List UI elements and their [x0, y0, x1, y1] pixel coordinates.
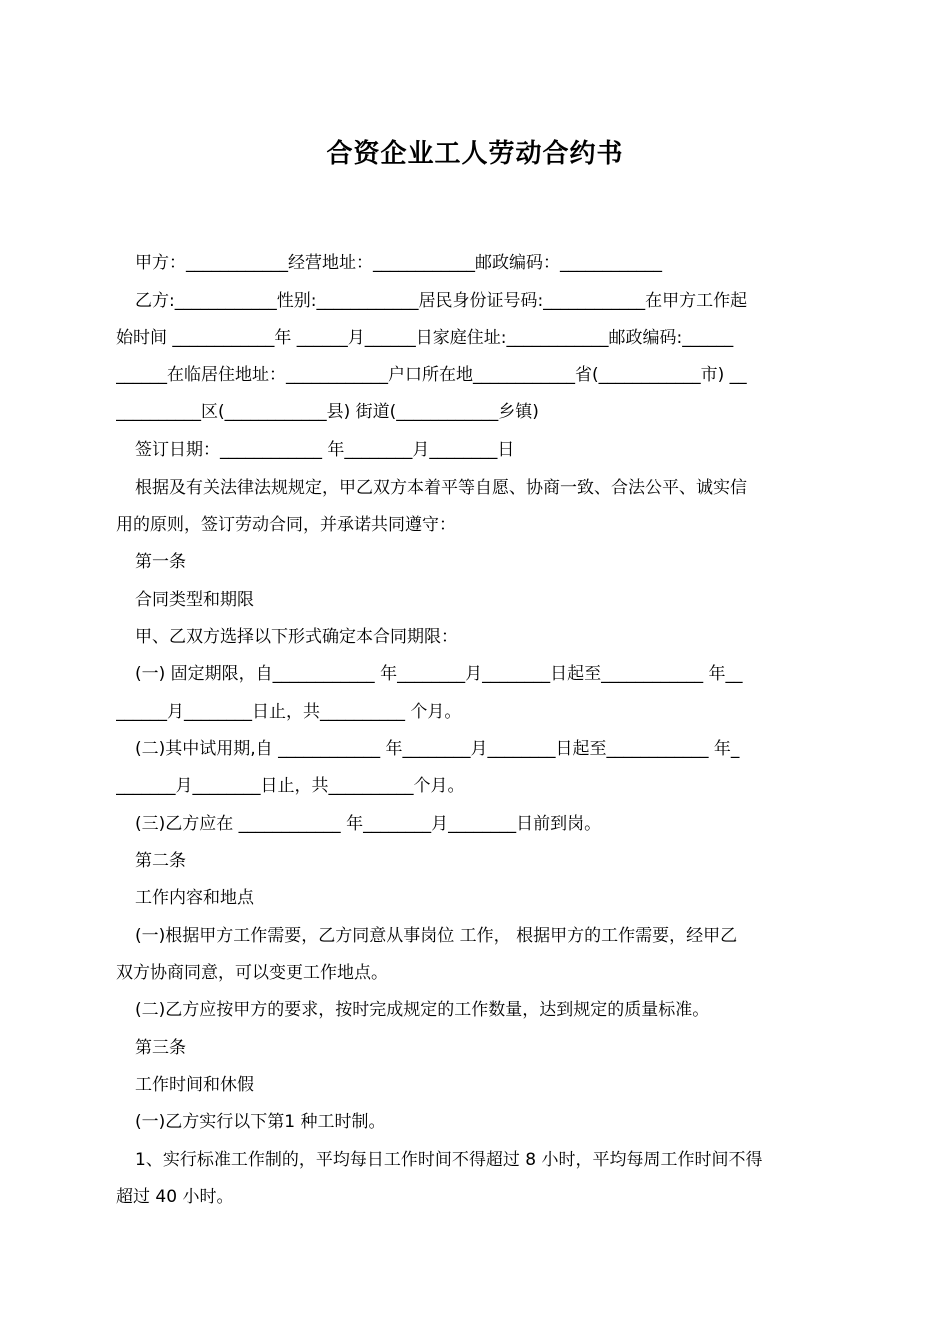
preamble-paragraph-cont: 用的原则，签订劳动合同，并承诺共同遵守：	[116, 515, 456, 535]
clause-standard-hours-cont: 超过 40 小时。	[116, 1187, 234, 1207]
party-b-line-cont-1: 始时间 ____________年 ______月______日家庭住址:____________邮政编码:______	[116, 328, 734, 348]
clause-job-position: (一)根据甲方工作需要，乙方同意从事岗位 工作， 根据甲方的工作需要，经甲乙	[135, 926, 738, 946]
clause-report-date: (三)乙方应在 ____________ 年________月________日前到岗。	[135, 814, 602, 834]
clause-probation-cont: _______月________日止，共__________个月。	[116, 776, 465, 796]
preamble-paragraph: 根据及有关法律法规规定，甲乙双方本着平等自愿、协商一致、合法公平、诚实信	[135, 478, 747, 498]
clause-fixed-term: (一) 固定期限，自____________ 年________月________日起至____________ 年__	[135, 664, 743, 684]
clause-probation: (二)其中试用期,自 ____________ 年________月________日起至____________ 年_	[135, 739, 740, 759]
article-2-title: 工作内容和地点	[135, 888, 254, 908]
clause-work-hour-system: (一)乙方实行以下第1 种工时制。	[135, 1112, 386, 1132]
party-b-line-cont-2: ______在临居住地址：____________户口所在地____________省(____________市) __	[116, 365, 747, 385]
clause-standard-hours: 1、实行标准工作制的，平均每日工作时间不得超过 8 小时，平均每周工作时间不得	[135, 1150, 763, 1170]
article-1-intro: 甲、乙双方选择以下形式确定本合同期限：	[135, 627, 458, 647]
clause-job-position-cont: 双方协商同意，可以变更工作地点。	[116, 963, 388, 983]
article-1-heading: 第一条	[135, 552, 186, 572]
party-a-line: 甲方：____________经营地址：____________邮政编码：____________	[135, 253, 662, 273]
article-1-title: 合同类型和期限	[135, 590, 254, 610]
clause-quality-standard: (二)乙方应按甲方的要求，按时完成规定的工作数量，达到规定的质量标准。	[135, 1000, 710, 1020]
document-title: 合资企业工人劳动合约书	[326, 139, 624, 169]
party-b-line-cont-3: __________区(____________县) 街道(____________乡镇)	[116, 402, 539, 422]
article-2-heading: 第二条	[135, 851, 186, 871]
article-3-title: 工作时间和休假	[135, 1075, 254, 1095]
party-b-line: 乙方:____________性别:____________居民身份证号码:____________在甲方工作起	[135, 291, 748, 311]
article-3-heading: 第三条	[135, 1038, 186, 1058]
signing-date-line: 签订日期：____________ 年________月________日	[135, 440, 515, 460]
clause-fixed-term-cont: ______月________日止，共__________ 个月。	[116, 702, 462, 722]
